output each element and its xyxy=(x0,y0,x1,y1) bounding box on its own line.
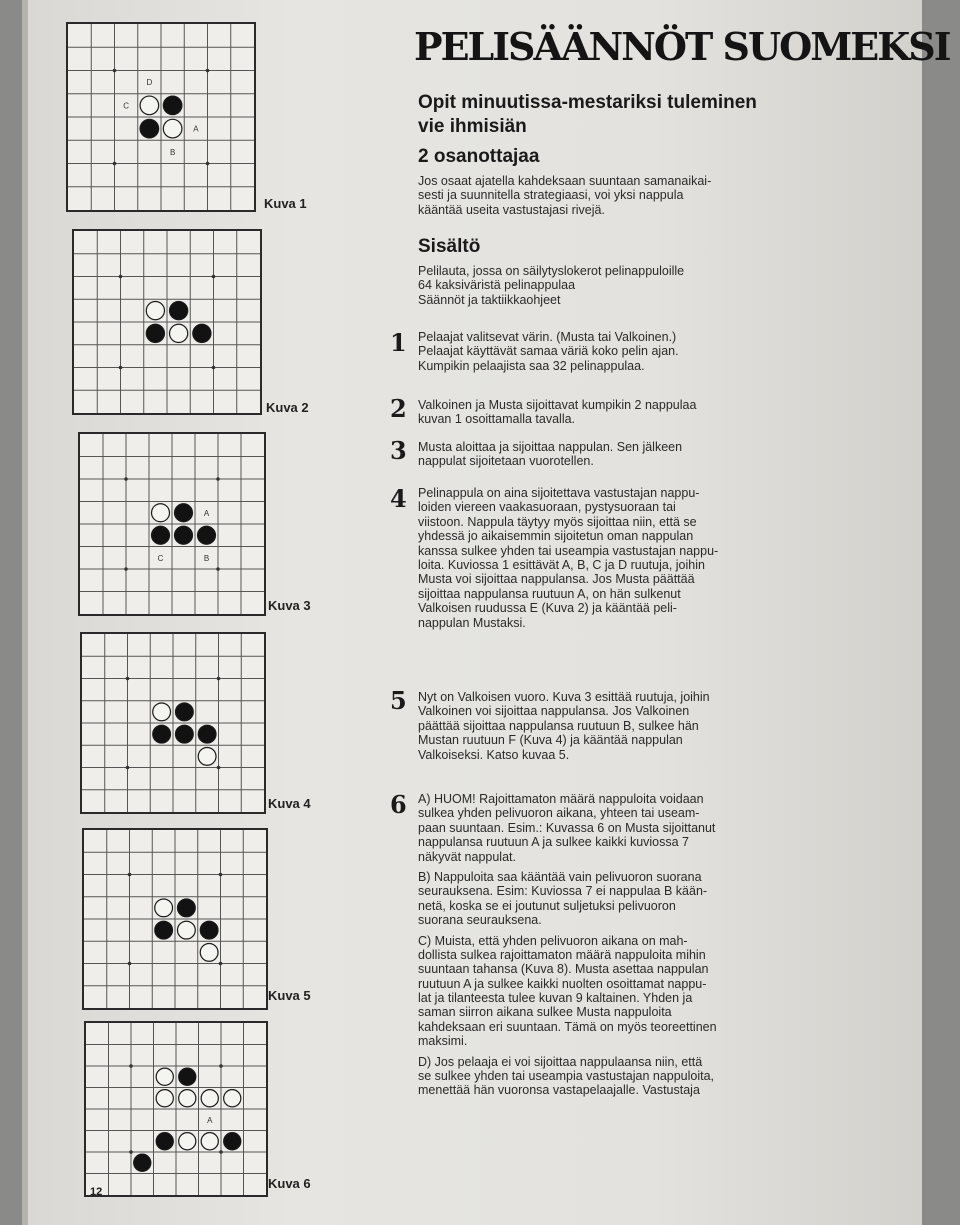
rule-line: sijoittaa nappulansa ruutuun A, on hän sulkenut xyxy=(418,586,681,601)
rule-line: Pelinappula on aina sijoitettava vastustajan nappu- xyxy=(418,486,700,500)
white-piece xyxy=(198,747,216,765)
rule-line: Valkoinen ja Musta sijoittavat kumpikin 2 nappulaa xyxy=(418,398,697,412)
star-point xyxy=(219,873,223,877)
figure-label-6: Kuva 6 xyxy=(268,1176,311,1191)
star-point xyxy=(126,677,130,681)
rule-line: näkyvät nappulat. xyxy=(418,849,516,864)
star-point xyxy=(216,477,220,481)
players-heading: 2 osanottajaa xyxy=(418,146,540,167)
black-piece xyxy=(153,725,171,743)
star-point xyxy=(128,873,132,877)
rule-1-text xyxy=(418,330,898,373)
figure-label-5: Kuva 5 xyxy=(268,988,311,1003)
figure-label-4: Kuva 4 xyxy=(268,796,311,811)
star-point xyxy=(126,766,130,770)
black-piece xyxy=(193,324,211,342)
white-piece xyxy=(170,324,188,342)
black-piece xyxy=(170,302,188,320)
black-piece xyxy=(175,504,193,522)
figure-label-3: Kuva 3 xyxy=(268,598,311,613)
star-point xyxy=(119,366,123,370)
white-piece xyxy=(163,119,182,138)
booklet-page xyxy=(22,0,950,1225)
figure-label-1: Kuva 1 xyxy=(264,196,307,211)
figure-board-3 xyxy=(78,432,266,616)
intro-line: kääntää useita vastustajasi rivejä. xyxy=(418,202,605,217)
rule-line: netä, koska se ei joutunut suljetuksi pelivuoron xyxy=(418,898,676,913)
white-piece xyxy=(200,943,218,961)
white-piece xyxy=(155,899,173,917)
intro-line: Jos osaat ajatella kahdeksaan suuntaan samanaikai- xyxy=(418,174,712,188)
rule-line: seurauksena. Esim: Kuviossa 7 ei nappulaa B kään- xyxy=(418,884,708,899)
square-letter: B xyxy=(203,553,210,563)
contents-line: Pelilauta, jossa on säilytyslokerot pelinappuloille xyxy=(418,264,685,278)
star-point xyxy=(219,1064,223,1068)
rule-line: nappulat sijoitetaan vuorotellen. xyxy=(418,454,594,469)
square-letter: D xyxy=(146,78,153,88)
board-grid xyxy=(86,1023,266,1195)
rule-number-6: 6 xyxy=(390,790,407,819)
white-piece xyxy=(177,921,195,939)
rule-line: nappulan Mustaksi. xyxy=(418,615,526,630)
rule-line: paan suuntaan. Esim.: Kuvassa 6 on Musta sijoittanut xyxy=(418,820,716,835)
page-number: 12 xyxy=(90,1186,103,1198)
star-point xyxy=(206,69,210,73)
star-point xyxy=(124,567,128,571)
rule-6-text xyxy=(418,792,898,1098)
subtitle-line-1: Opit minuutissa-mestariksi tuleminen xyxy=(418,92,757,113)
rule-number-3: 3 xyxy=(390,436,407,465)
rule-line: suorana seurauksena. xyxy=(418,913,542,928)
rule-3-text xyxy=(418,440,898,469)
rule-line: nappulansa ruutuun A ja sulkee kaikki kuviossa 7 xyxy=(418,835,690,850)
figure-board-5 xyxy=(82,828,268,1010)
rule-line: A) HUOM! Rajoittamaton määrä nappuloita voidaan xyxy=(418,792,704,806)
star-point xyxy=(128,962,132,966)
square-letter: B xyxy=(169,147,176,157)
rule-line: Valkoisen ruudussa E (Kuva 2) ja kääntää peli- xyxy=(418,601,677,616)
star-point xyxy=(216,567,220,571)
contents-heading: Sisältö xyxy=(418,236,481,257)
white-piece xyxy=(201,1133,218,1150)
rule-line: viistoon. Nappula täytyy myös sijoittaa niin, että se xyxy=(418,514,697,529)
rule-line: B) Nappuloita saa kääntää vain pelivuoron suorana xyxy=(418,869,702,884)
star-point xyxy=(217,677,221,681)
black-piece xyxy=(198,725,216,743)
rule-line: sulkea yhden pelivuoron aikana, yhteen tai useam- xyxy=(418,806,700,821)
black-piece xyxy=(152,526,170,544)
star-point xyxy=(129,1150,133,1154)
rule-line: se sulkee yhden tai useampia vastustajan nappuloita, xyxy=(418,1069,715,1084)
white-piece xyxy=(179,1090,196,1107)
star-point xyxy=(219,1150,223,1154)
star-point xyxy=(206,162,210,166)
rule-line: Musta aloittaa ja sijoittaa nappulan. Sen jälkeen xyxy=(418,440,683,454)
white-piece xyxy=(153,703,171,721)
white-piece xyxy=(224,1090,241,1107)
rule-line: Musta voi sijoittaa nappulansa. Jos Musta päättää xyxy=(418,572,695,587)
figure-board-2 xyxy=(72,229,262,415)
star-point xyxy=(212,366,216,370)
star-point xyxy=(113,69,117,73)
rule-number-5: 5 xyxy=(390,686,407,715)
star-point xyxy=(217,766,221,770)
booklet-spine xyxy=(22,0,28,1225)
board-grid xyxy=(84,830,266,1008)
rule-5-text xyxy=(418,690,898,762)
square-letter: A xyxy=(203,508,210,518)
star-point xyxy=(212,275,216,279)
figure-board-1 xyxy=(66,22,256,212)
black-piece xyxy=(175,526,193,544)
rule-line: suuntaan tahansa (Kuva 8). Musta asettaa nappulan xyxy=(418,962,709,977)
black-piece xyxy=(224,1133,241,1150)
white-piece xyxy=(152,504,170,522)
rule-line: kahdeksaan eri suuntaan. Tämä on myös teoreettinen xyxy=(418,1019,717,1034)
intro-line: sesti ja suunnitella strategiaasi, voi yksi nappula xyxy=(418,188,684,203)
rule-line: Nyt on Valkoisen vuoro. Kuva 3 esittää ruutuja, joihin xyxy=(418,690,710,704)
page-title: PELISÄÄNNÖT SUOMEKSI xyxy=(414,24,950,69)
rule-line: kuvan 1 osoittamalla tavalla. xyxy=(418,412,576,427)
black-piece xyxy=(198,526,216,544)
rule-line: D) Jos pelaaja ei voi sijoittaa nappulaansa niin, että xyxy=(418,1054,703,1069)
white-piece xyxy=(156,1090,173,1107)
rule-line: menettää hän vuoronsa vastapelaajalle. Vastustaja xyxy=(418,1083,700,1098)
rule-number-1: 1 xyxy=(390,328,407,357)
rule-line: ruutuun A ja sulkee kaikki nuolten osoittamat nappu- xyxy=(418,976,707,991)
black-piece xyxy=(155,921,173,939)
subtitle-line-2: vie ihmisiän xyxy=(418,116,527,137)
black-piece xyxy=(156,1133,173,1150)
contents-line: Säännöt ja taktiikkaohjeet xyxy=(418,292,561,307)
black-piece xyxy=(200,921,218,939)
rule-4-text xyxy=(418,486,898,630)
rule-line: yhdessä jo aikaisemmin sijoitetun oman nappulan xyxy=(418,529,694,544)
rule-2-text xyxy=(418,398,898,427)
rule-line: Kumpikin pelaajista saa 32 pelinappulaa. xyxy=(418,358,645,373)
rule-line: Pelaajat käyttävät samaa väriä koko pelin ajan. xyxy=(418,344,679,359)
board-grid xyxy=(82,634,264,812)
star-point xyxy=(129,1064,133,1068)
rule-line: lat ja tilanteesta tulee kuvan 9 kaltainen. Yhden ja xyxy=(418,991,693,1006)
figure-label-2: Kuva 2 xyxy=(266,400,309,415)
rule-line: loiden viereen vaakasuoraan, pystysuoraan tai xyxy=(418,500,676,515)
rule-number-4: 4 xyxy=(390,484,407,513)
white-piece xyxy=(156,1068,173,1085)
star-point xyxy=(219,962,223,966)
contents-list xyxy=(418,264,898,307)
rule-line: Pelaajat valitsevat värin. (Musta tai Valkoinen.) xyxy=(418,330,677,344)
rule-line: C) Muista, että yhden pelivuoron aikana on mah- xyxy=(418,933,688,948)
star-point xyxy=(124,477,128,481)
black-piece xyxy=(146,324,164,342)
white-piece xyxy=(179,1133,196,1150)
figure-board-4 xyxy=(80,632,266,814)
square-letter: A xyxy=(207,1115,213,1125)
figure-board-6 xyxy=(84,1021,268,1197)
black-piece xyxy=(177,899,195,917)
black-piece xyxy=(175,725,193,743)
square-letter: C xyxy=(123,101,130,111)
rule-line: Valkoiseksi. Katso kuvaa 5. xyxy=(418,747,570,762)
rule-line: dollista sulkea rajoittamaton määrä nappuloita mihin xyxy=(418,947,706,962)
contents-line: 64 kaksiväristä pelinappulaa xyxy=(418,278,576,293)
rule-line: Mustan ruutuun F (Kuva 4) ja kääntää nappulan xyxy=(418,733,683,748)
white-piece xyxy=(146,302,164,320)
star-point xyxy=(119,275,123,279)
white-piece xyxy=(140,96,159,115)
intro-paragraph xyxy=(418,174,898,217)
square-letter: C xyxy=(157,553,164,563)
rule-line: loita. Kuviossa 1 esittävät A, B, C ja D ruutuja, joihin xyxy=(418,557,705,572)
black-piece xyxy=(134,1154,151,1171)
black-piece xyxy=(179,1068,196,1085)
black-piece xyxy=(163,96,182,115)
square-letter: A xyxy=(193,124,199,134)
rule-line: maksimi. xyxy=(418,1034,468,1049)
board-grid xyxy=(68,24,254,210)
rule-line: päättää sijoittaa nappulansa ruutuun B, sulkee hän xyxy=(418,718,699,733)
board-grid xyxy=(80,434,264,614)
star-point xyxy=(113,162,117,166)
white-piece xyxy=(201,1090,218,1107)
rule-number-2: 2 xyxy=(390,394,407,423)
rule-line: kanssa sulkee yhden tai useampia vastustajan nappu- xyxy=(418,543,719,558)
black-piece xyxy=(140,119,159,138)
rule-line: Valkoinen voi sijoittaa nappulansa. Jos Valkoinen xyxy=(418,704,690,719)
board-grid xyxy=(74,231,260,413)
black-piece xyxy=(175,703,193,721)
rule-line: saman siirron aikana sulkee Musta nappuloita xyxy=(418,1005,672,1020)
